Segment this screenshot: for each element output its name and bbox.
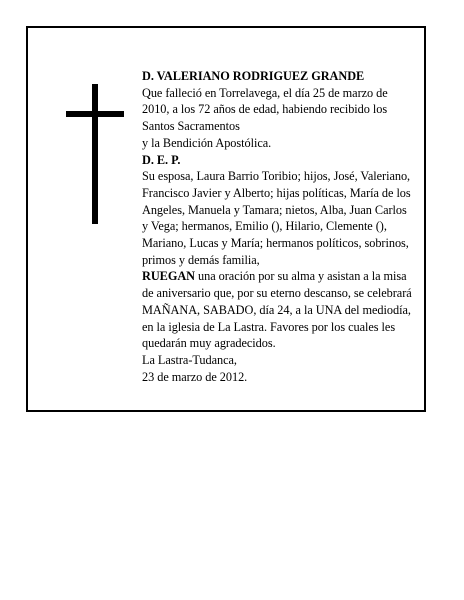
cross-icon [92, 84, 98, 224]
deceased-name: D. VALERIANO RODRIGUEZ GRANDE [142, 69, 365, 83]
death-line: Santos Sacramentos [142, 119, 240, 134]
request-text: una oración por su alma y asistan a la misa [195, 269, 407, 284]
family-line: y Vega; hermanos, Emilio (), Hilario, Clemente (), [142, 219, 387, 234]
rip-label: D. E. P. [142, 152, 181, 167]
notice-text [142, 68, 450, 385]
place-line: La Lastra-Tudanca, [142, 352, 237, 367]
obituary-notice [26, 26, 426, 412]
date-line: 23 de marzo de 2012. [142, 369, 248, 384]
request-line: de aniversario que, por su eterno descanso, se celebrará [142, 286, 412, 301]
death-line: Que falleció en Torrelavega, el día 25 de marzo de [142, 85, 388, 100]
family-line: Angeles, Manuela y Tamara; nietos, Alba, Juan Carlos [142, 202, 407, 217]
request-line: quedarán muy agradecidos. [142, 336, 276, 351]
death-line: 2010, a los 72 años de edad, habiendo recibido los [142, 102, 388, 117]
death-line: y la Bendición Apostólica. [142, 135, 272, 150]
family-line: Su esposa, Laura Barrio Toribio; hijos, José, Valeriano, [142, 169, 411, 184]
request-line [142, 268, 450, 285]
request-line: MAÑANA, SABADO, día 24, a la UNA del mediodía, [142, 302, 411, 317]
cross-icon-bar [66, 111, 124, 117]
request-line: en la iglesia de La Lastra. Favores por los cuales les [142, 319, 396, 334]
family-line: Francisco Javier y Alberto; hijas políticas, María de los [142, 185, 411, 200]
family-line: Mariano, Lucas y María; hermanos políticos, sobrinos, [142, 236, 409, 251]
request-keyword: RUEGAN [142, 269, 195, 284]
family-line: primos y demás familia, [142, 252, 260, 267]
